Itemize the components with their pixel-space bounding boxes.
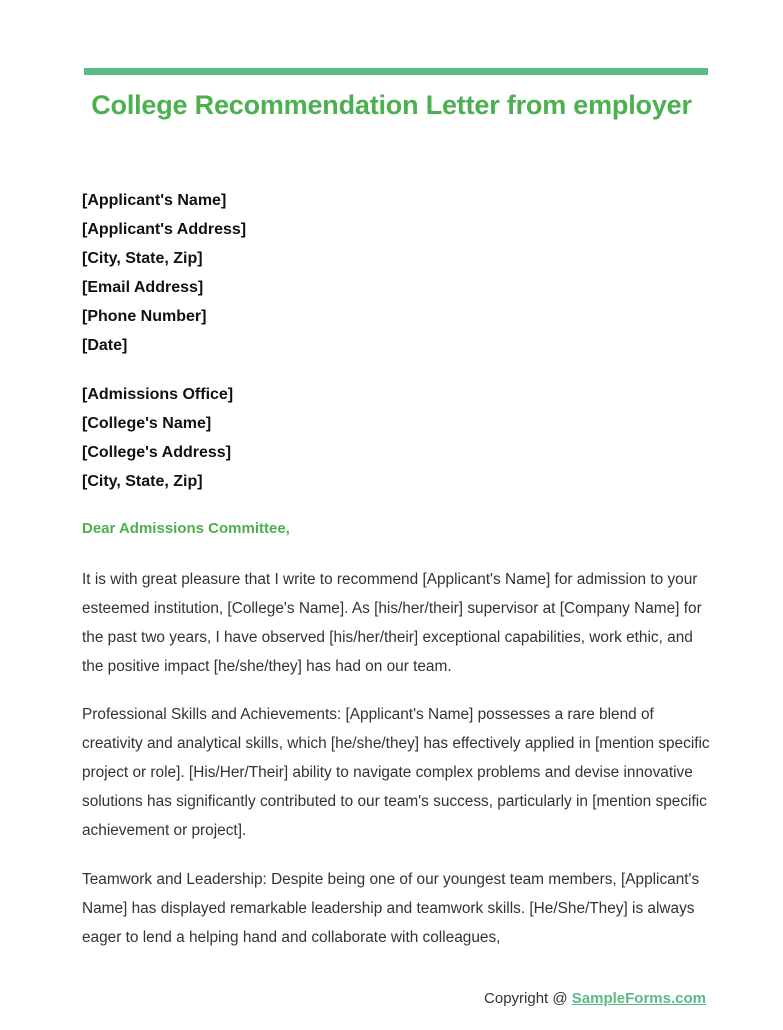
recipient-college-name: [College's Name] bbox=[82, 415, 212, 432]
copyright-text: Copyright @ bbox=[484, 990, 572, 1007]
recipient-address-block bbox=[82, 380, 233, 496]
paragraph-professional-skills: Professional Skills and Achievements: [Applicant's Name] possesses a rare blend of creativity and analytical skills, which [he/she/they] has effectively applied in [mention specific project or role]. [His/Her/Their] ability to navigate complex problems and devise innovative solutions has significantly contributed to our team's success, particularly in [mention specific achievement or project]. bbox=[82, 706, 710, 839]
salutation: Dear Admissions Committee, bbox=[82, 520, 290, 537]
document-title: College Recommendation Letter from employer bbox=[91, 90, 692, 120]
sender-email: [Email Address] bbox=[82, 279, 204, 296]
sender-name: [Applicant's Name] bbox=[82, 192, 227, 209]
sender-address-block bbox=[82, 186, 246, 360]
recipient-college-address: [College's Address] bbox=[82, 444, 232, 461]
paragraph-teamwork: Teamwork and Leadership: Despite being one of our youngest team members, [Applicant's Name] has displayed remarkable leadership and teamwork skills. [He/She/They] is always eager to lend a helping hand and collaborate with colleagues, bbox=[82, 871, 700, 946]
paragraph-intro: It is with great pleasure that I write to recommend [Applicant's Name] for admission to your esteemed institution, [College's Name]. As [his/her/their] supervisor at [Company Name] for the past two years, I have observed [his/her/their] exceptional capabilities, work ethic, and the positive impact [he/she/they] has had on our team. bbox=[82, 571, 702, 675]
sender-address: [Applicant's Address] bbox=[82, 221, 247, 238]
recipient-city-state-zip: [City, State, Zip] bbox=[82, 473, 203, 490]
recipient-office: [Admissions Office] bbox=[82, 386, 234, 403]
sender-phone: [Phone Number] bbox=[82, 308, 207, 325]
sender-city-state-zip: [City, State, Zip] bbox=[82, 250, 203, 267]
letter-date: [Date] bbox=[82, 337, 128, 354]
sampleforms-link[interactable]: SampleForms.com bbox=[571, 990, 706, 1007]
title-accent-bar bbox=[84, 68, 708, 75]
copyright-footer bbox=[484, 990, 706, 1007]
